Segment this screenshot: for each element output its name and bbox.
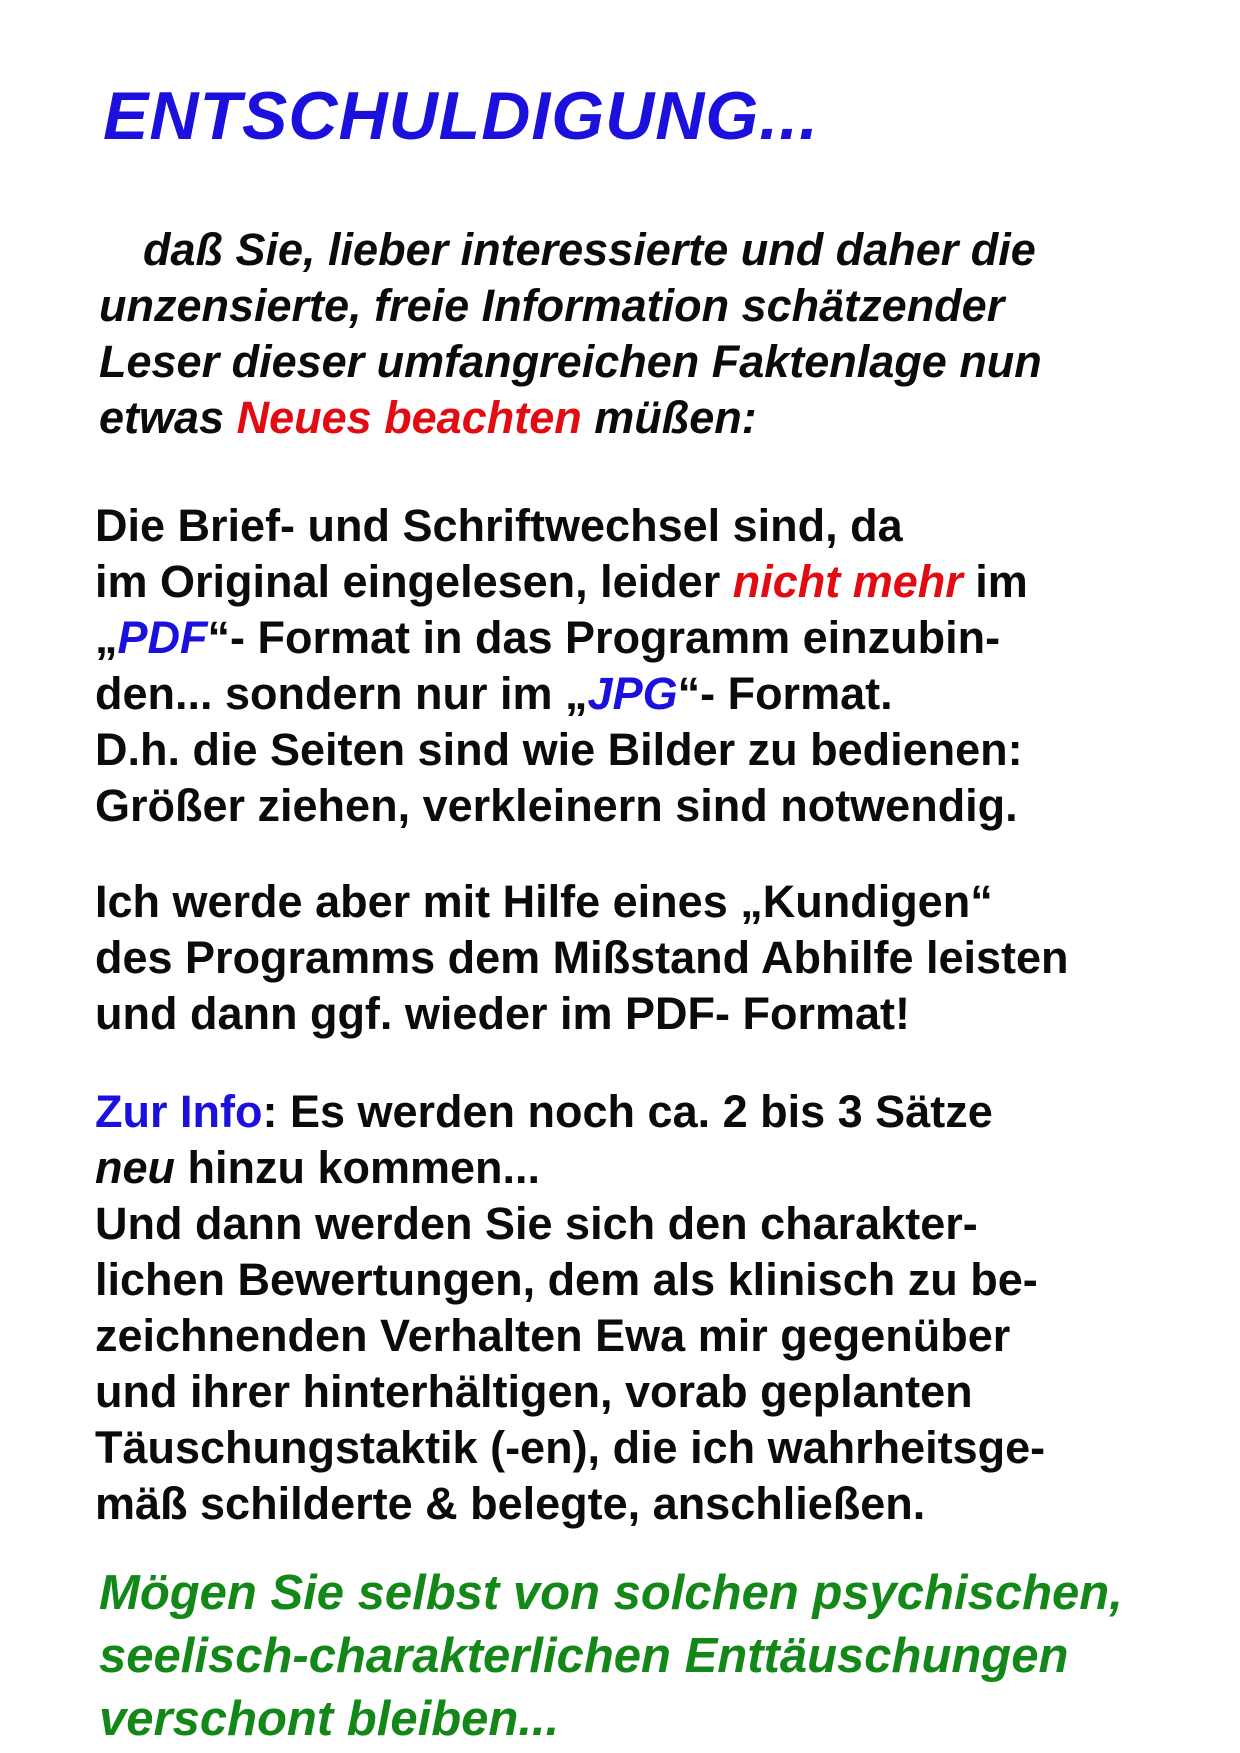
info-line-1 [95, 1084, 1045, 1140]
info-line-7 [95, 1420, 1045, 1476]
remedy-line-1 [95, 874, 1069, 930]
format-text: D.h. die Seiten sind wie Bilder zu bedienen: [95, 724, 1023, 775]
remedy-text: des Programms dem Mißstand Abhilfe leisten [95, 932, 1069, 983]
info-line-4 [95, 1252, 1045, 1308]
intro-text: etwas [99, 392, 237, 443]
info-line-6 [95, 1364, 1045, 1420]
remedy-line-3 [95, 986, 1069, 1042]
format-note-paragraph [95, 498, 1028, 834]
info-text: lichen Bewertungen, dem als klinisch zu be- [95, 1254, 1038, 1305]
info-text: Täuschungstaktik (-en), die ich wahrheitsge- [95, 1422, 1046, 1473]
highlight-nicht-mehr: nicht mehr [732, 556, 963, 607]
info-text: mäß schilderte & belegte, anschließen. [95, 1478, 926, 1529]
format-text: im [962, 556, 1028, 607]
format-line-5 [95, 722, 1028, 778]
info-line-5 [95, 1308, 1045, 1364]
info-text: : Es werden noch ca. 2 bis 3 Sätze [262, 1086, 993, 1137]
intro-line-4 [99, 390, 1042, 446]
format-line-1 [95, 498, 1028, 554]
remedy-text: Ich werde aber mit Hilfe eines „Kundigen“ [95, 876, 993, 927]
remedy-text: und dann ggf. wieder im PDF- Format! [95, 988, 910, 1039]
closing-text: seelisch-charakterlichen Enttäuschungen [99, 1629, 1069, 1683]
info-line-3 [95, 1196, 1045, 1252]
highlight-neues-beachten: Neues beachten [236, 392, 582, 443]
format-text: Größer ziehen, verkleinern sind notwendig. [95, 780, 1018, 831]
format-text: “- Format. [677, 668, 893, 719]
zur-info-label: Zur Info [95, 1086, 263, 1137]
remedy-note-paragraph [95, 874, 1069, 1042]
info-text: und ihrer hinterhältigen, vorab geplanten [95, 1366, 973, 1417]
intro-paragraph [99, 222, 1042, 446]
info-text: zeichnenden Verhalten Ewa mir gegenüber [95, 1310, 1011, 1361]
intro-text: Leser dieser umfangreichen Faktenlage nun [99, 336, 1042, 387]
info-text: hinzu kommen... [175, 1142, 541, 1193]
closing-wish-paragraph [99, 1562, 1123, 1751]
document-heading: ENTSCHULDIGUNG... [103, 78, 819, 154]
closing-line-1 [99, 1562, 1123, 1625]
format-text: “- Format in das Programm einzubin- [207, 612, 1001, 663]
closing-text: verschont bleiben... [99, 1692, 560, 1746]
closing-text: Mögen Sie selbst von solchen psychischen, [99, 1566, 1123, 1620]
format-line-3 [95, 610, 1028, 666]
intro-line-1 [99, 222, 1042, 278]
info-line-2 [95, 1140, 1045, 1196]
format-text: Die Brief- und Schriftwechsel sind, da [95, 500, 903, 551]
closing-line-2 [99, 1625, 1123, 1688]
format-text: den... sondern nur im „ [95, 668, 588, 719]
format-line-4 [95, 666, 1028, 722]
intro-text: daß Sie, lieber interessierte und daher die [143, 224, 1036, 275]
intro-text: müßen: [581, 392, 757, 443]
info-line-8 [95, 1476, 1045, 1532]
format-line-6 [95, 778, 1028, 834]
info-text: Und dann werden Sie sich den charakter- [95, 1198, 978, 1249]
jpg-format-label: JPG [587, 668, 678, 719]
info-note-paragraph [95, 1084, 1045, 1532]
intro-line-3 [99, 334, 1042, 390]
format-text: im Original eingelesen, leider [95, 556, 733, 607]
closing-line-3 [99, 1688, 1123, 1751]
quote-mark: „ [95, 612, 118, 663]
pdf-format-label: PDF [117, 612, 208, 663]
format-line-2 [95, 554, 1028, 610]
remedy-line-2 [95, 930, 1069, 986]
intro-text: unzensierte, freie Information schätzender [99, 280, 1005, 331]
intro-line-2 [99, 278, 1042, 334]
highlight-neu: neu [95, 1142, 176, 1193]
